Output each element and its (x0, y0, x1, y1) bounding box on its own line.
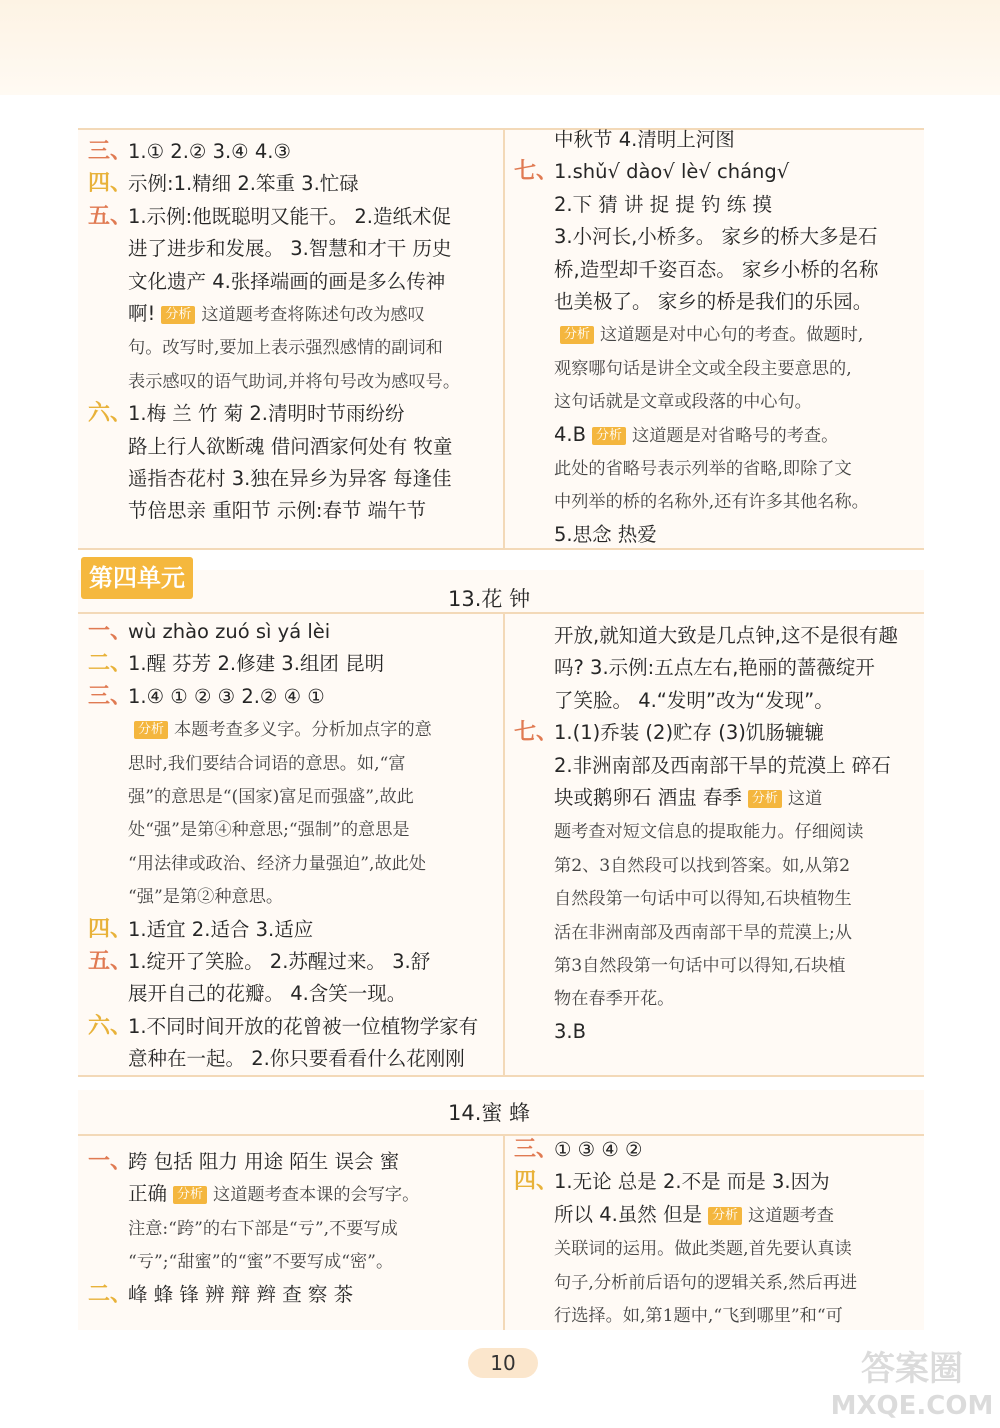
analysis-note: 本题考查多义字。分析加点字的意 (174, 720, 432, 741)
page-number: 10 (468, 1348, 538, 1378)
answer-line (508, 124, 922, 156)
answer-text: 1.示例:他既聪明又能干。 2.造纸术促 (128, 204, 451, 228)
top-band (0, 0, 1000, 95)
answer-line (508, 156, 922, 188)
analysis-note: 行选择。如,第1题中,“飞到哪里”和“可 (554, 1306, 843, 1327)
lesson13-title: 13.花 钟 (448, 587, 531, 611)
analysis-note: 中列举的桥的名称外,还有许多其他名称。 (554, 492, 869, 513)
answer-text: 1.④ ① ② ③ 2.② ④ ① (128, 684, 325, 708)
analysis-note: 这道题是对省略号的考查。 (632, 425, 839, 446)
answer-line (508, 1016, 922, 1048)
answer-text: 路上行人欲断魂 借问酒家何处有 牧童 (128, 434, 453, 458)
analysis-note: “强”是第②种意思。 (128, 887, 284, 908)
question-marker: 四、 (514, 1169, 559, 1195)
answer-line (508, 652, 922, 684)
analysis-note: “用法律或政治、经济力量强迫”,故此处 (128, 853, 427, 874)
lesson13-right-column (508, 620, 922, 1048)
analysis-note: 观察哪句话是讲全文或全段主要意思的, (554, 358, 852, 379)
answer-line (508, 717, 922, 749)
question-marker: 一、 (88, 619, 133, 644)
answer-line (82, 1043, 500, 1075)
answer-text: 3.B (554, 1019, 586, 1043)
answer-text: 吗? 3.示例:五点左右,艳丽的蔷薇绽开 (554, 656, 875, 680)
answer-text: 正确 (128, 1182, 168, 1206)
answer-line (82, 880, 500, 913)
analysis-note: 句。改写时,要加上表示强烈感情的副词和 (128, 338, 443, 359)
question-marker: 三、 (88, 683, 133, 709)
analysis-tag: 分析 (173, 1186, 207, 1204)
answer-line (82, 233, 500, 265)
answer-text: 意种在一起。 2.你只要看看什么花刚刚 (128, 1047, 465, 1071)
analysis-note: 活在非洲南部及西南部干旱的荒漠上;从 (554, 922, 852, 943)
answer-line (82, 1212, 500, 1245)
answer-line (82, 331, 500, 364)
question-marker: 三、 (514, 1137, 559, 1162)
answer-text: 1.适宜 2.适合 3.适应 (128, 917, 314, 941)
question-marker: 四、 (88, 171, 133, 197)
answer-line (82, 298, 500, 331)
column-divider (503, 128, 505, 548)
answer-text: 1.绽开了笑脸。 2.苏醒过来。 3.舒 (128, 950, 431, 974)
answer-line (82, 681, 500, 713)
analysis-note: 这道题考查将陈述句改为感叹 (201, 305, 425, 326)
answer-line (508, 1232, 922, 1265)
answer-text: 5.思念 热爱 (554, 522, 657, 546)
answer-line (82, 136, 500, 168)
analysis-note: 句子,分析前后语句的逻辑关系,然后再进 (554, 1272, 858, 1293)
answer-line (82, 713, 500, 746)
answer-line (82, 1146, 500, 1178)
answer-line (508, 452, 922, 485)
answer-line (508, 815, 922, 848)
analysis-tag: 分析 (748, 790, 782, 808)
question-marker: 六、 (88, 1013, 133, 1039)
answer-line (82, 616, 500, 648)
answer-line (508, 750, 922, 782)
watermark-line1: 答案圈 (861, 1349, 963, 1389)
answer-line (508, 849, 922, 882)
analysis-note: 这道 (787, 789, 823, 810)
answer-text: 2.非洲南部及西南部干旱的荒漠上 碎石 (554, 753, 891, 777)
answer-line (82, 495, 500, 527)
answer-line (508, 685, 922, 717)
top-right-column (508, 124, 922, 551)
analysis-note: 这道题考查本课的会写字。 (213, 1185, 420, 1206)
analysis-note: 关联词的运用。做此类题,首先要认真读 (554, 1239, 852, 1260)
answer-text: 了笑脸。 4.“发明”改为“发现”。 (554, 688, 834, 712)
analysis-note: 第2、3自然段可以找到答案。如,从第2 (554, 855, 851, 876)
answer-text: 所以 4.虽然 但是 (554, 1202, 703, 1226)
column-divider (503, 1134, 505, 1330)
answer-text: 3.小河长,小桥多。 家乡的桥大多是石 (554, 225, 878, 249)
answer-text: 也美极了。 家乡的桥是我们的乐园。 (554, 290, 873, 314)
analysis-note: “亏”;“甜蜜”的“蜜”不要写成“密”。 (128, 1252, 394, 1273)
answer-line (508, 189, 922, 221)
answer-text: 1.醒 芬芳 2.修建 3.组团 昆明 (128, 652, 385, 676)
analysis-tag: 分析 (134, 721, 168, 739)
question-marker: 七、 (514, 720, 559, 746)
question-marker: 一、 (88, 1149, 133, 1174)
answer-line (508, 982, 922, 1015)
answer-text: wù zhào zuó sì yá lèi (128, 620, 331, 643)
analysis-tag: 分析 (560, 326, 594, 344)
answer-line (82, 431, 500, 463)
analysis-note: 强”的意思是“(国家)富足而强盛”,故此 (128, 787, 414, 808)
answer-line (508, 519, 922, 551)
answer-text: 1.不同时间开放的花曾被一位植物学家有 (128, 1014, 479, 1038)
answer-line (508, 286, 922, 318)
answer-line (508, 1299, 922, 1332)
question-marker: 五、 (88, 949, 133, 975)
answer-text: 示例:1.精细 2.笨重 3.忙碌 (128, 172, 359, 196)
answer-text: 文化遗产 4.张择端画的画是多么传神 (128, 269, 446, 293)
analysis-tag: 分析 (708, 1207, 742, 1225)
lesson14-title: 14.蜜 蜂 (448, 1101, 531, 1125)
analysis-note: 题考查对短文信息的提取能力。仔细阅读 (554, 822, 864, 843)
answer-line (82, 266, 500, 298)
analysis-tag: 分析 (161, 306, 195, 324)
answer-text: 2.下 猜 讲 捉 提 钓 练 摸 (554, 192, 772, 216)
answer-line (82, 914, 500, 946)
analysis-note: 表示感叹的语气助词,并将句号改为感叹号。 (128, 371, 461, 392)
answer-line (508, 485, 922, 518)
answer-line (508, 221, 922, 253)
answer-text: 遥指杏花村 3.独在异乡为异客 每逢佳 (128, 467, 452, 491)
answer-text: 展开自己的花瓣。 4.含笑一现。 (128, 982, 407, 1006)
answer-text: 1.(1)乔装 (2)贮存 (3)饥肠辘辘 (554, 721, 824, 745)
analysis-note: 自然段第一句话中可以得知,石块植物生 (554, 889, 852, 910)
answer-line (82, 780, 500, 813)
question-marker: 四、 (88, 916, 133, 942)
answer-line (82, 847, 500, 880)
analysis-note: 处“强”是第④种意思;“强制”的意思是 (128, 820, 410, 841)
column-divider (503, 612, 505, 1075)
answer-line (508, 949, 922, 982)
answer-line (508, 1266, 922, 1299)
answer-line (508, 1134, 922, 1166)
answer-line (82, 1011, 500, 1043)
answer-line (508, 352, 922, 385)
analysis-note: 这道题考查 (748, 1205, 834, 1226)
answer-line (508, 419, 922, 452)
question-marker: 三、 (88, 139, 133, 164)
analysis-note: 这道题是对中心句的考查。做题时, (600, 325, 864, 346)
answer-text: 进了进步和发展。 3.智慧和才干 历史 (128, 237, 452, 261)
answer-text: 开放,就知道大致是几点钟,这不是很有趣 (554, 624, 898, 647)
answer-text: 桥,造型却千姿百态。 家乡小桥的名称 (554, 257, 879, 281)
answer-line (82, 365, 500, 398)
answer-line (82, 463, 500, 495)
answer-text: 啊! (128, 302, 156, 326)
top-left-column (82, 136, 500, 528)
answer-text: 块或鹅卵石 酒盅 春季 (554, 786, 742, 810)
analysis-note: 思时,我们要结合词语的意思。如,“富 (128, 753, 406, 774)
lesson14-right-column (508, 1134, 922, 1332)
answer-line (82, 1279, 500, 1311)
answer-text: 中秋节 4.清明上河图 (554, 128, 735, 151)
answer-line (82, 747, 500, 780)
unit-label: 第四单元 (81, 557, 193, 599)
answer-line (508, 882, 922, 915)
answer-text: ① ③ ④ ② (554, 1138, 643, 1161)
answer-line (82, 648, 500, 680)
watermark-line2: MXQE.COM (830, 1391, 994, 1421)
answer-text: 峰 蜂 锋 辨 辩 辫 查 察 茶 (128, 1282, 354, 1306)
analysis-note: 此处的省略号表示列举的省略,即除了文 (554, 459, 852, 480)
answer-line (82, 168, 500, 200)
analysis-note: 物在春季开花。 (554, 989, 675, 1010)
analysis-note: 第3自然段第一句话中可以得知,石块植 (554, 956, 846, 977)
answer-line (82, 398, 500, 430)
answer-line (82, 946, 500, 978)
question-marker: 六、 (88, 401, 133, 427)
question-marker: 二、 (88, 1281, 133, 1307)
answer-text: 跨 包括 阻力 用途 陌生 误会 蜜 (128, 1150, 400, 1173)
answer-line (82, 978, 500, 1010)
question-marker: 五、 (88, 203, 133, 229)
answer-text: 节倍思亲 重阳节 示例:春节 端午节 (128, 499, 427, 523)
answer-line (82, 201, 500, 233)
lesson13-left-column (82, 616, 500, 1076)
answer-line (508, 254, 922, 286)
answer-line (508, 782, 922, 815)
answer-line (82, 813, 500, 846)
watermark-logo (830, 1340, 995, 1424)
answer-line (508, 318, 922, 351)
answer-line (508, 620, 922, 652)
answer-text: 1.梅 兰 竹 菊 2.清明时节雨纷纷 (128, 402, 405, 426)
analysis-note: 这句话就是文章或段落的中心句。 (554, 392, 812, 413)
answer-text: 1.无论 总是 2.不是 而是 3.因为 (554, 1170, 830, 1194)
answer-line (508, 385, 922, 418)
lesson14-left-column (82, 1146, 500, 1311)
answer-text: 1.① 2.② 3.④ 4.③ (128, 140, 291, 163)
answer-line (508, 1166, 922, 1198)
answer-text: 1.shǔ√ dào√ lè√ cháng√ (554, 160, 790, 184)
answer-line (82, 1178, 500, 1211)
answer-line (508, 1199, 922, 1232)
question-marker: 七、 (514, 159, 559, 185)
answer-text: 4.B (554, 422, 586, 446)
question-marker: 二、 (88, 651, 133, 677)
answer-line (82, 1245, 500, 1278)
analysis-tag: 分析 (592, 427, 626, 445)
answer-line (508, 916, 922, 949)
analysis-note: 注意:“跨”的右下部是“亏”,不要写成 (128, 1218, 398, 1239)
